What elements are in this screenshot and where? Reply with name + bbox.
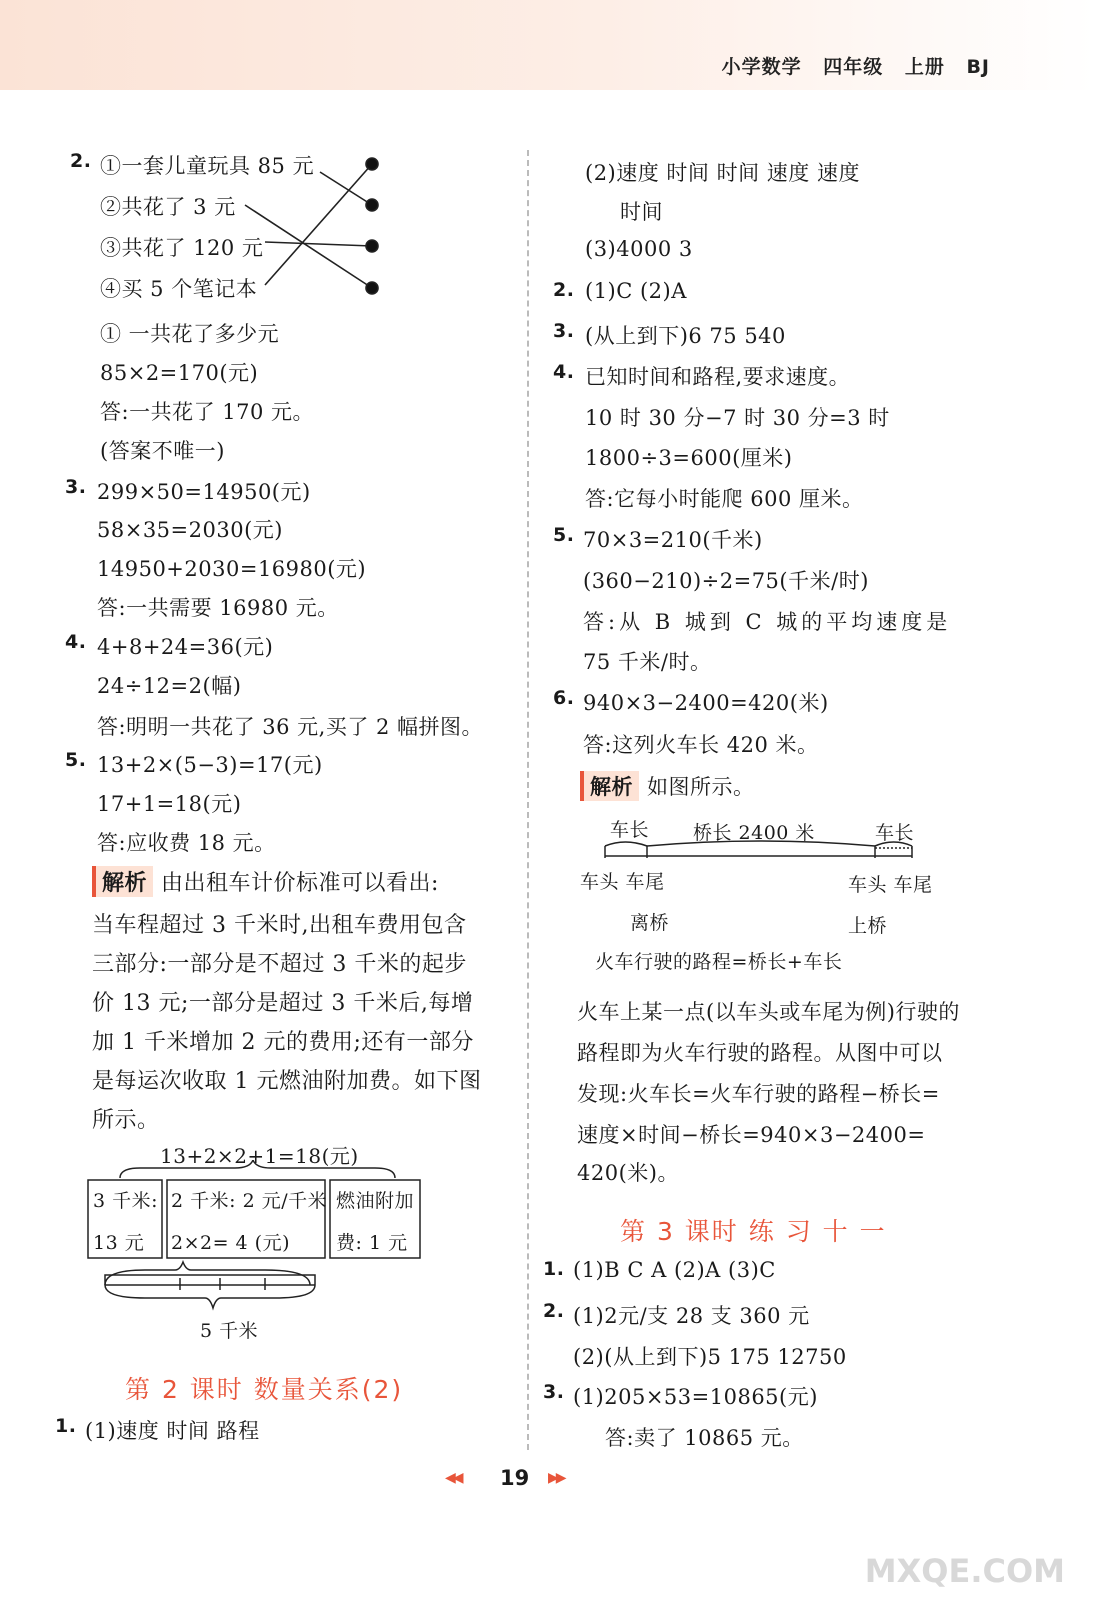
q4-num: 4. [65, 631, 87, 653]
q2-line-4: (答案不唯一) [100, 439, 225, 463]
right-explain-1: 火车上某一点(以车头或车尾为例)行驶的 [577, 1000, 960, 1024]
train-leave-label: 离桥 [630, 912, 670, 934]
fare-box1-line2: 13 元 [93, 1232, 145, 1254]
right-top-1: (2)速度 时间 时间 速度 速度 [585, 161, 860, 185]
train-formula: 火车行驶的路程=桥长+车长 [595, 951, 843, 973]
q2-item-1: ①一套儿童玩具 85 元 [100, 154, 315, 178]
section-title-lesson2: 第 2 课时 数量关系(2) [125, 1375, 404, 1404]
left-analysis-line-3: 三部分:一部分是不超过 3 千米的起步 [92, 952, 467, 977]
q2-item-2: ②共花了 3 元 [100, 195, 236, 219]
train-diagram [600, 836, 920, 866]
fare-box1-line1: 3 千米: [93, 1190, 159, 1212]
r-q5-line-1: 70×3=210(千米) [583, 528, 763, 552]
q2-num: 2. [70, 150, 92, 172]
e2-num: 2. [543, 1300, 565, 1322]
fare-box3-line1: 燃油附加 [336, 1190, 415, 1212]
r-q6-num: 6. [553, 687, 575, 709]
match-dot-3 [366, 240, 378, 252]
q5-num: 5. [65, 749, 87, 771]
next-page-arrows-icon: ▶▶ [548, 1470, 564, 1486]
train-car-label-1: 车长 [610, 819, 650, 841]
q2-item-4: ④买 5 个笔记本 [100, 277, 258, 301]
e2-line-2: (2)(从上到下)5 175 12750 [573, 1345, 847, 1369]
q3-line-3: 14950+2030=16980(元) [97, 557, 367, 581]
train-head-tail-1: 车头 车尾 [580, 871, 665, 893]
r-q2-line: (1)C (2)A [585, 279, 687, 303]
r-q2-num: 2. [553, 279, 575, 301]
section-title-lesson3: 第 3 课时 练 习 十 一 [620, 1217, 887, 1246]
q2-line-2: 85×2=170(元) [100, 361, 259, 385]
q4-line-1: 4+8+24=36(元) [97, 635, 274, 659]
s1-num: 1. [55, 1415, 77, 1437]
q2-item-3: ③共花了 120 元 [100, 236, 264, 260]
right-explain-4: 速度×时间−桥长=940×3−2400= [577, 1123, 926, 1147]
right-explain-3: 发现:火车长=火车行驶的路程−桥长= [577, 1082, 940, 1106]
fare-bottom-label: 5 千米 [200, 1320, 259, 1342]
fare-box2-line2: 2×2= 4 (元) [171, 1232, 291, 1254]
r-q4-line-4: 答:它每小时能爬 600 厘米。 [585, 487, 864, 511]
q2-line-1: ① 一共花了多少元 [100, 322, 280, 346]
r-q4-line-1: 已知时间和路程,要求速度。 [585, 365, 851, 389]
right-explain-5: 420(米)。 [577, 1161, 679, 1185]
q3-line-2: 58×35=2030(元) [97, 518, 283, 542]
r-q5-num: 5. [553, 524, 575, 546]
left-analysis-line-2: 当车程超过 3 千米时,出租车费用包含 [92, 913, 467, 938]
match-dot-2 [366, 199, 378, 211]
r-q4-line-3: 1800÷3=600(厘米) [585, 446, 793, 470]
r-q4-line-2: 10 时 30 分−7 时 30 分=3 时 [585, 406, 890, 430]
left-analysis-line-4: 价 13 元;一部分是超过 3 千米后,每增 [92, 991, 474, 1016]
train-on-label: 上桥 [848, 915, 888, 937]
r-q3-num: 3. [553, 320, 575, 342]
r-q4-num: 4. [553, 361, 575, 383]
left-analysis-line-1 [92, 866, 439, 897]
analysis-text-1: 由出租车计价标准可以看出: [161, 871, 439, 896]
q3-num: 3. [65, 476, 87, 498]
analysis-intro: 如图所示。 [647, 775, 755, 799]
analysis-tag-right: 解析 [580, 771, 639, 801]
r-q5-line-2: (360−210)÷2=75(千米/时) [583, 569, 869, 593]
r-q3-line: (从上到下)6 75 540 [585, 324, 786, 348]
e3-line-2: 答:卖了 10865 元。 [605, 1426, 804, 1450]
q4-line-3: 答:明明一共花了 36 元,买了 2 幅拼图。 [97, 715, 484, 739]
e3-line-1: (1)205×53=10865(元) [573, 1385, 818, 1409]
prev-page-arrows-icon: ◀◀ [445, 1470, 461, 1486]
fare-total: 13+2×2+1=18(元) [160, 1144, 359, 1168]
right-top-2: 时间 [620, 200, 663, 224]
match-dot-4 [366, 282, 378, 294]
fare-box3-line2: 费: 1 元 [336, 1232, 408, 1254]
right-top-3: (3)4000 3 [585, 237, 693, 261]
column-divider [527, 150, 529, 1450]
train-bridge-label: 桥长 2400 米 [693, 822, 815, 844]
q3-line-1: 299×50=14950(元) [97, 480, 311, 504]
header-subject: 小学数学 四年级 上册 BJ [721, 56, 990, 78]
q3-line-4: 答:一共需要 16980 元。 [97, 596, 339, 620]
e1-line: (1)B C A (2)A (3)C [573, 1258, 776, 1282]
e2-line-1: (1)2元/支 28 支 360 元 [573, 1304, 810, 1328]
right-analysis-line [580, 771, 755, 801]
s1-line: (1)速度 时间 路程 [85, 1419, 260, 1443]
matching-lines [230, 150, 390, 300]
right-explain-2: 路程即为火车行驶的路程。从图中可以 [577, 1041, 943, 1065]
fare-box2-line1: 2 千米: 2 元/千米 [171, 1190, 328, 1212]
q5-line-1: 13+2×(5−3)=17(元) [97, 753, 323, 777]
e1-num: 1. [543, 1258, 565, 1280]
q5-line-2: 17+1=18(元) [97, 792, 242, 816]
match-dot-1 [366, 158, 378, 170]
watermark-logo: MXQE.COM [864, 1552, 1065, 1590]
q4-line-2: 24÷12=2(幅) [97, 674, 242, 698]
page-number: 19 [500, 1466, 530, 1490]
r-q6-line-2: 答:这列火车长 420 米。 [583, 733, 819, 757]
e3-num: 3. [543, 1381, 565, 1403]
r-q6-line-1: 940×3−2400=420(米) [583, 691, 829, 715]
train-head-tail-2: 车头 车尾 [848, 874, 933, 896]
left-analysis-line-7: 所示。 [92, 1108, 160, 1133]
analysis-tag: 解析 [92, 866, 153, 897]
r-q5-line-3: 答:从 B 城到 C 城的平均速度是 [583, 610, 952, 634]
train-car-label-2: 车长 [875, 822, 915, 844]
q2-line-3: 答:一共花了 170 元。 [100, 400, 315, 424]
r-q5-line-4: 75 千米/时。 [583, 650, 712, 674]
q5-line-3: 答:应收费 18 元。 [97, 831, 276, 855]
left-analysis-line-6: 是每运次收取 1 元燃油附加费。如下图 [92, 1069, 482, 1094]
left-analysis-line-5: 加 1 千米增加 2 元的费用;还有一部分 [92, 1030, 474, 1055]
